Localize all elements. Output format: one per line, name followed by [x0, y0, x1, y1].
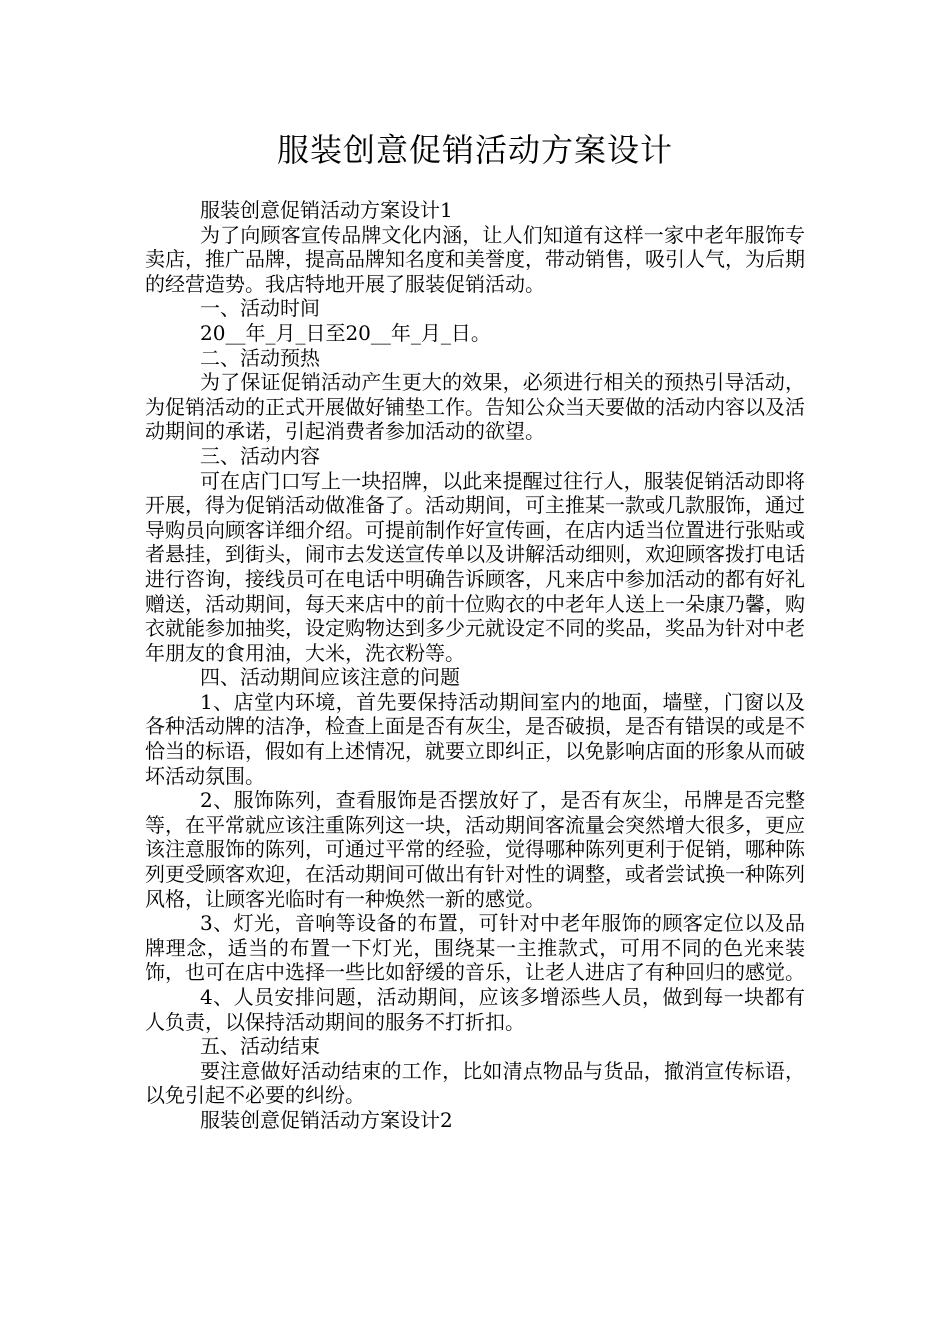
- end-paragraph: 要注意做好活动结束的工作，比如清点物品与货品，撤消宣传标语，以免引起不必要的纠纷。: [145, 1058, 805, 1108]
- content-paragraph: 可在店门口写上一块招牌，以此来提醒过往行人，服装促销活动即将开展，得为促销活动做准备了。活动期间，可主推某一款或几款服饰，通过导购员向顾客详细介绍。可提前制作好宣传画，在店内适当位置进行张贴或者悬挂，到街头，闹市去发送宣传单以及讲解活动细则，欢迎顾客拨打电话进行咨询，接线员可在电话中明确告诉顾客，凡来店中参加活动的都有好礼赠送，活动期间，每天来店中的前十位购衣的中老年人送上一朵康乃馨，购衣就能参加抽奖，设定购物达到多少元就设定不同的奖品，奖品为针对中老年朋友的食用油，大米，洗衣粉等。: [145, 468, 805, 665]
- note-item-2: 2、服饰陈列，查看服饰是否摆放好了，是否有灰尘，吊牌是否完整等，在平常就应该注重陈列这一块，活动期间客流量会突然增大很多，更应该注意服饰的陈列，可通过平常的经验，觉得哪种陈列更利于促销，哪种陈列更受顾客欢迎，在活动期间可做出有针对性的调整，或者尝试换一种陈列风格，让顾客光临时有一种焕然一新的感觉。: [145, 788, 805, 911]
- heading-activity-end: 五、活动结束: [200, 1034, 320, 1059]
- intro-paragraph: 为了向顾客宣传品牌文化内涵，让人们知道有这样一家中老年服饰专卖店，推广品牌，提高品牌知名度和美誉度，带动销售，吸引人气，为后期的经营造势。我店特地开展了服装促销活动。: [145, 222, 805, 296]
- document-body: [145, 198, 805, 1133]
- section-heading-1: 服装创意促销活动方案设计1: [200, 198, 453, 222]
- heading-notes: 四、活动期间应该注意的问题: [200, 665, 460, 690]
- preheat-paragraph: 为了保证促销活动产生更大的效果，必须进行相关的预热引导活动，为促销活动的正式开展做好铺垫工作。告知公众当天要做的活动内容以及活动期间的承诺，引起消费者参加活动的欲望。: [145, 370, 805, 444]
- section-heading-2: 服装创意促销活动方案设计2: [200, 1107, 453, 1132]
- heading-activity-content: 三、活动内容: [200, 443, 320, 468]
- note-item-4: 4、人员安排问题，活动期间，应该多增添些人员，做到每一块都有人负责，以保持活动期间的服务不打折扣。: [145, 985, 805, 1034]
- heading-activity-preheat: 二、活动预热: [200, 345, 320, 370]
- activity-date-line: 20__年_月_日至20__年_月_日。: [200, 320, 491, 345]
- note-item-3: 3、灯光，音响等设备的布置，可针对中老年服饰的顾客定位以及品牌理念，适当的布置一下灯光，围绕某一主推款式，可用不同的色光来装饰，也可在店中选择一些比如舒缓的音乐，让老人进店了有种回归的感觉。: [145, 911, 805, 985]
- heading-activity-time: 一、活动时间: [200, 296, 320, 321]
- document-title: 服装创意促销活动方案设计: [276, 131, 673, 169]
- note-item-1: 1、店堂内环境，首先要保持活动期间室内的地面，墙壁，门窗以及各种活动牌的洁净，检查上面是否有灰尘，是否破损，是否有错误的或是不恰当的标语，假如有上述情况，就要立即纠正，以免影响店面的形象从而破坏活动氛围。: [145, 689, 805, 788]
